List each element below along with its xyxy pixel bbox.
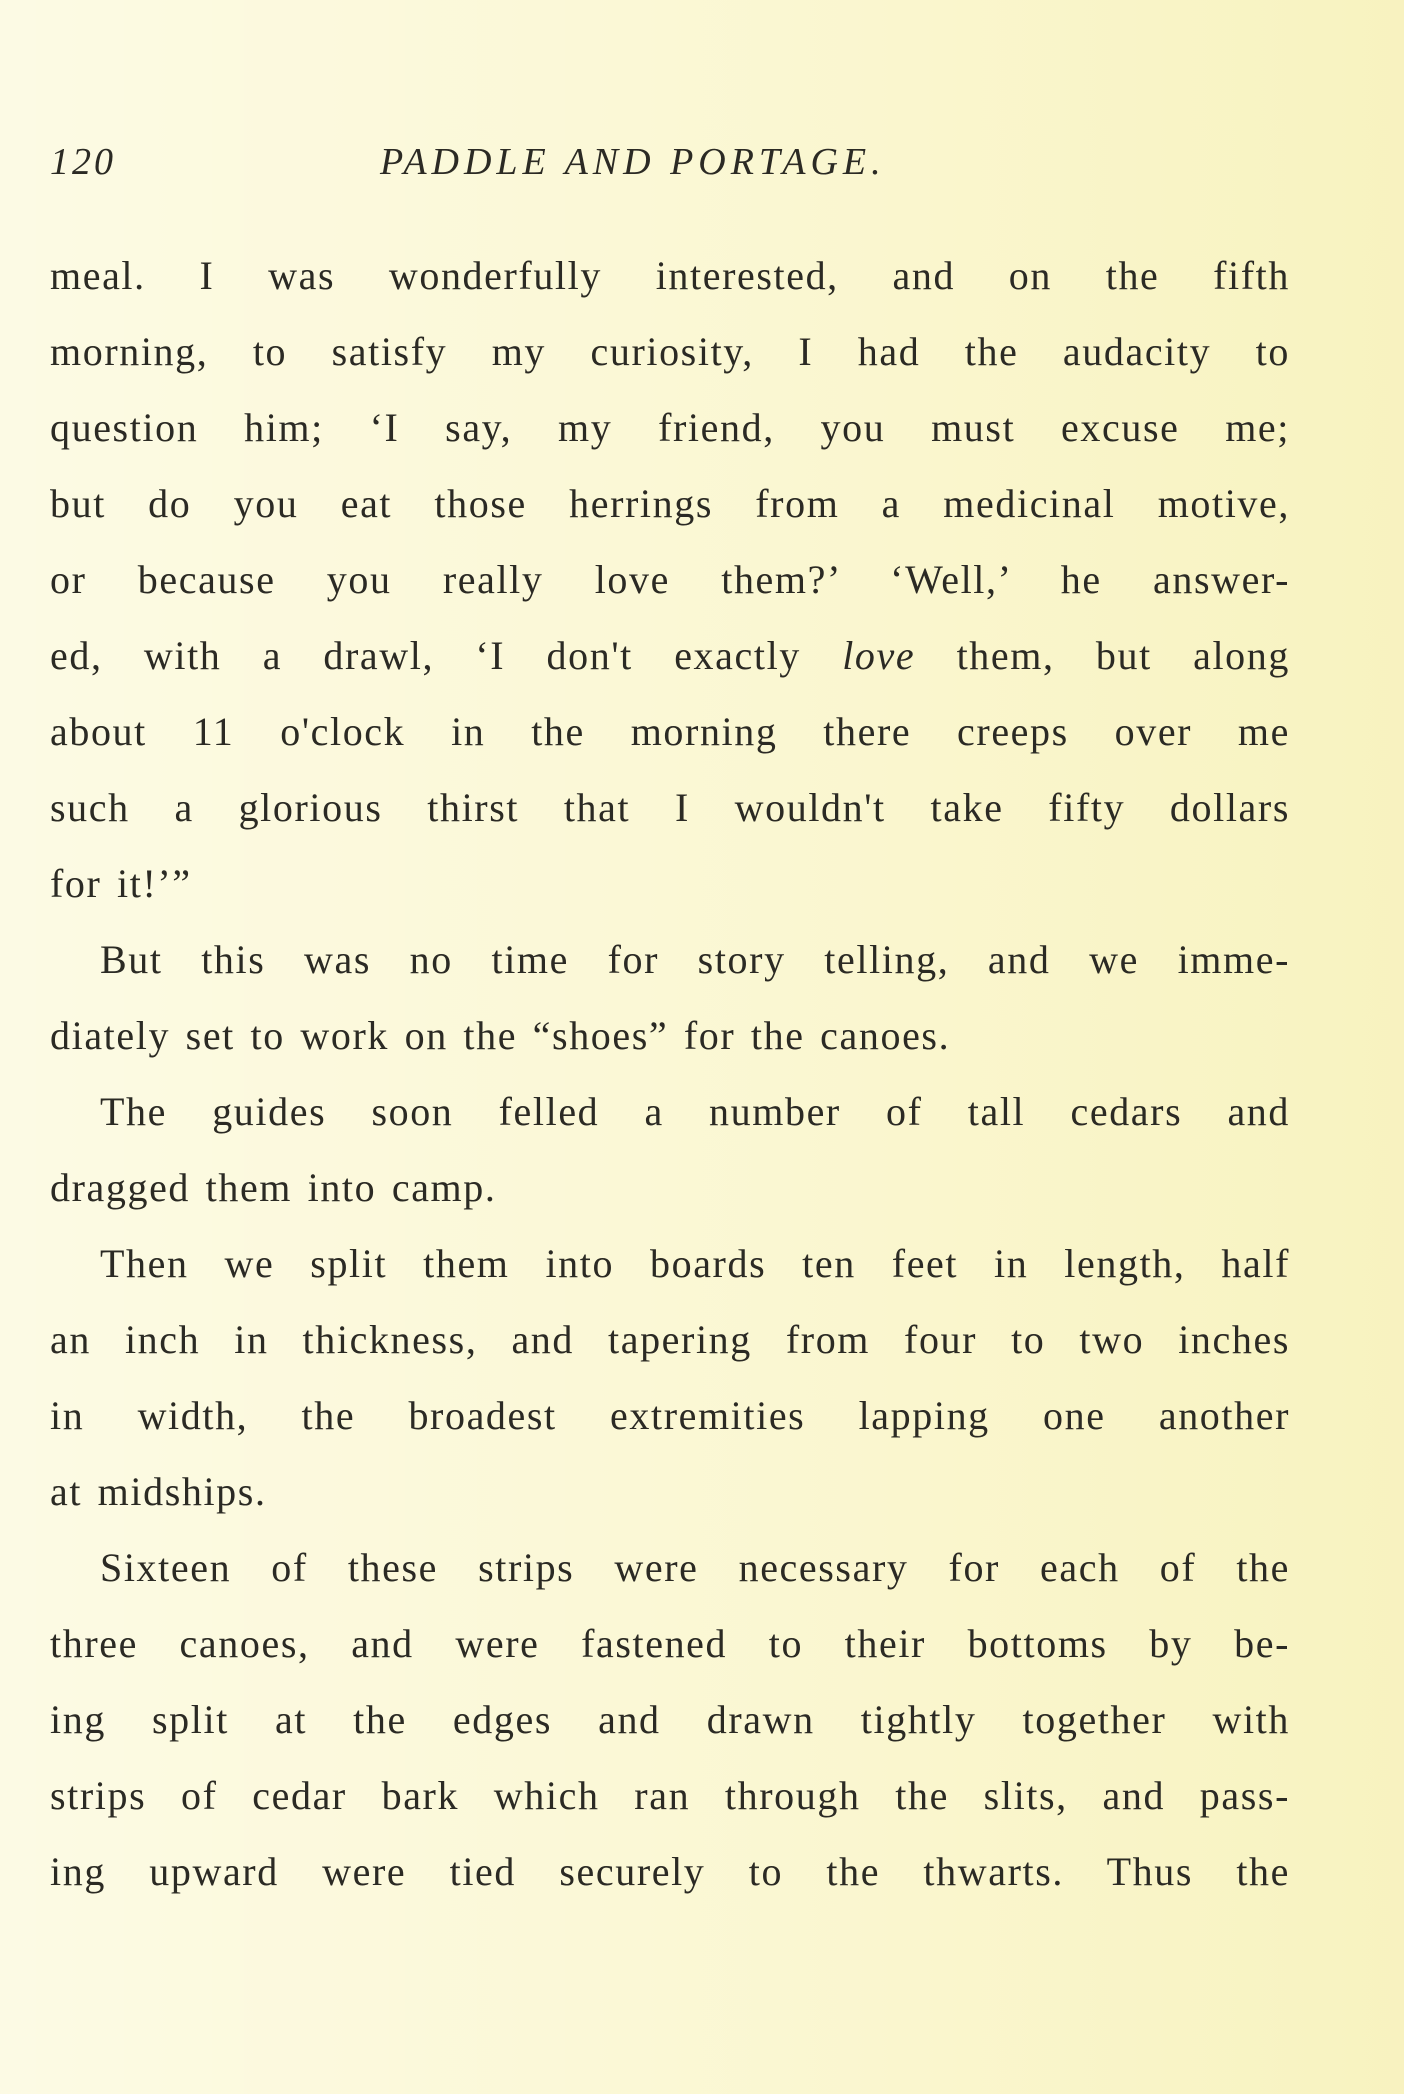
text-line: such a glorious thirst that I wouldn't take fifty dollars <box>50 785 1290 830</box>
text-line <box>50 618 1290 694</box>
text-line: an inch in thickness, and tapering from four to two inches <box>50 1317 1290 1362</box>
text-line: strips of cedar bark which ran through the slits, and pass- <box>50 1773 1290 1818</box>
text-line: dragged them into camp. <box>50 1165 497 1210</box>
text-line: at midships. <box>50 1469 267 1514</box>
page-number: 120 <box>50 141 116 183</box>
text-line: in width, the broadest extremities lapping one another <box>50 1393 1290 1438</box>
text-line: but do you eat those herrings from a medicinal motive, <box>50 481 1290 526</box>
paragraph-first-line: The guides soon felled a number of tall cedars and <box>100 1089 1290 1134</box>
body-text <box>50 238 1290 1910</box>
paragraph-first-line: But this was no time for story telling, and we imme- <box>100 937 1290 982</box>
text-line: ing upward were tied securely to the thwarts. Thus the <box>50 1849 1290 1894</box>
book-title: PADDLE AND PORTAGE. <box>380 141 886 183</box>
text-line: or because you really love them?’ ‘Well,’ he answer- <box>50 557 1290 602</box>
italic-word: love <box>842 633 916 678</box>
text-line: three canoes, and were fastened to their bottoms by be- <box>50 1621 1290 1666</box>
text-line: for it!’” <box>50 861 192 906</box>
text-line: ing split at the edges and drawn tightly together with <box>50 1697 1290 1742</box>
running-head <box>50 140 1290 200</box>
paragraph-first-line: Sixteen of these strips were necessary for each of the <box>100 1545 1290 1590</box>
text-line: about 11 o'clock in the morning there creeps over me <box>50 709 1290 754</box>
text-line: morning, to satisfy my curiosity, I had the audacity to <box>50 329 1290 374</box>
paragraph-first-line: Then we split them into boards ten feet in length, half <box>100 1241 1290 1286</box>
text-line: question him; ‘I say, my friend, you must excuse me; <box>50 405 1290 450</box>
text-segment: ed, with a drawl, ‘I don't exactly <box>50 633 801 678</box>
text-line: meal. I was wonderfully interested, and on the fifth <box>50 253 1290 298</box>
text-line: diately set to work on the “shoes” for the canoes. <box>50 1013 951 1058</box>
text-segment: them, but along <box>956 633 1290 678</box>
